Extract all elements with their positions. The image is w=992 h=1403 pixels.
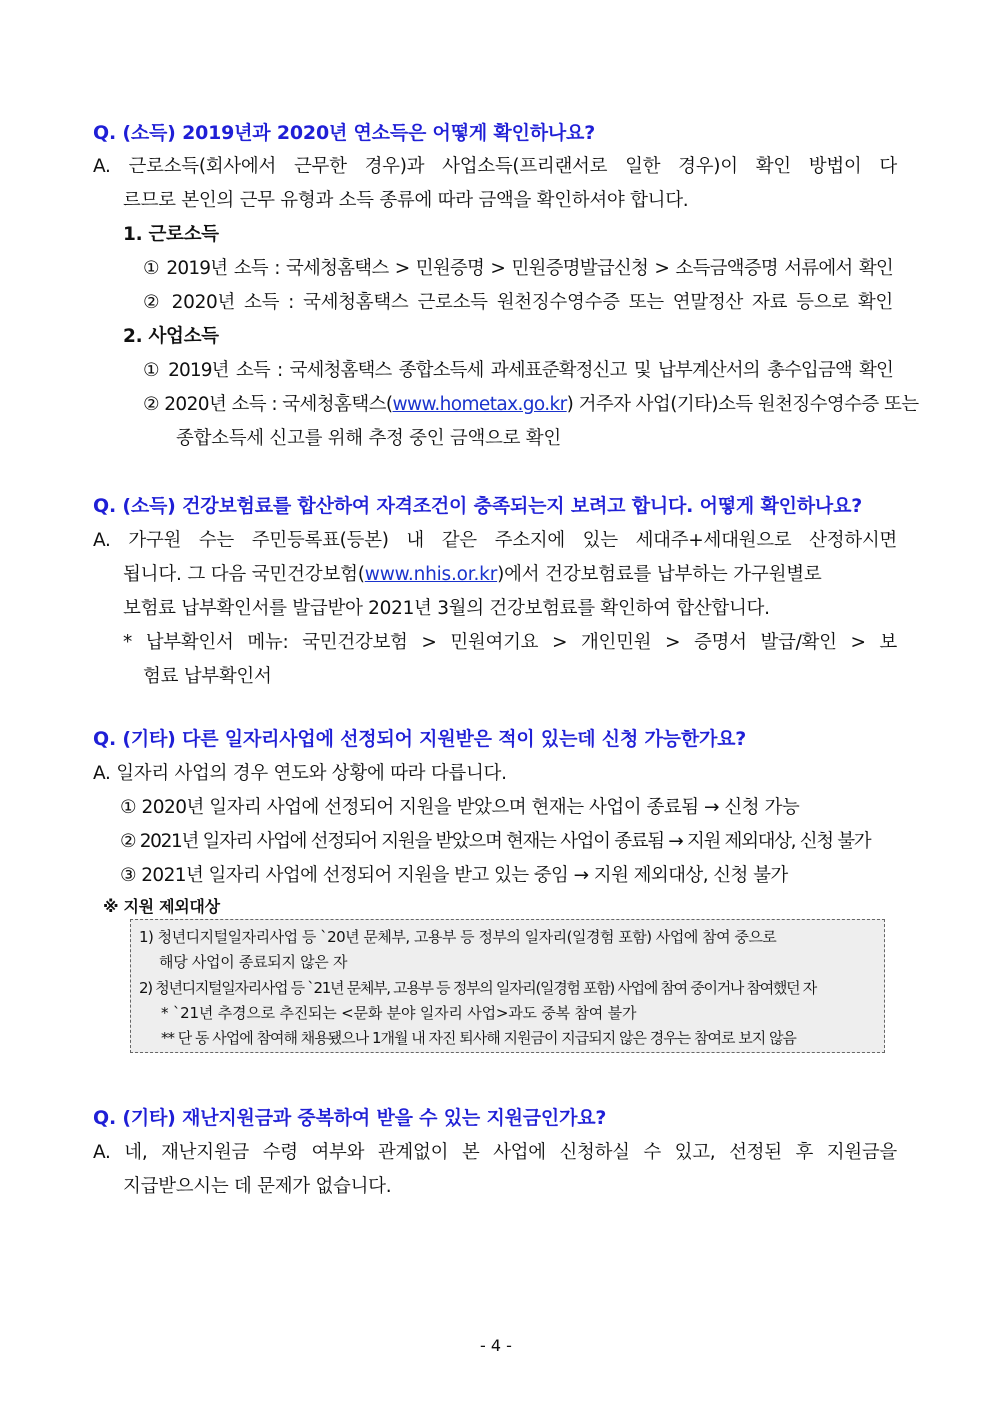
section-title: 2. 사업소득 (123, 326, 219, 347)
list-item: ② 2021년 일자리 사업에 선정되어 지원을 받았으며 현재는 사업이 종료됨 → 지원 제외대상, 신청 불가 (120, 831, 871, 852)
exclusion-title: ※ 지원 제외대상 (103, 897, 220, 916)
note-text: * 납부확인서 메뉴: 국민건강보험 > 민원여기요 > 개인민원 > 증명서 발급/확인 > 보 (123, 632, 897, 653)
list-item (143, 390, 919, 416)
note-text: 험료 납부확인서 (143, 666, 272, 687)
exclusion-note: ** 단 동 사업에 참여해 채용됐으나 1개월 내 자진 퇴사해 지원금이 지급되지 않은 경우는 참여로 보지 않음 (161, 1029, 796, 1047)
list-item: ① 2019년 소득 : 국세청홈택스 종합소득세 과세표준확정신고 및 납부계산서의 총수입금액 확인 (143, 360, 893, 381)
answer-text: 보험료 납부확인서를 발급받아 2021년 3월의 건강보험료를 확인하여 합산합니다. (123, 598, 770, 619)
answer-text: 지급받으시는 데 문제가 없습니다. (123, 1176, 392, 1197)
question-heading: Q. (소득) 건강보험료를 합산하여 자격조건이 충족되는지 보려고 합니다. 어떻게 확인하나요? (93, 495, 863, 517)
answer-text: 르므로 본인의 근무 유형과 소득 종류에 따라 금액을 확인하셔야 합니다. (123, 190, 689, 211)
page-number: - 4 - (480, 1336, 512, 1355)
question-heading: Q. (소득) 2019년과 2020년 연소득은 어떻게 확인하나요? (93, 122, 596, 144)
list-item-text: ② 2020년 소득 : 국세청홈택스( (143, 394, 393, 415)
exclusion-item: 해당 사업이 종료되지 않은 자 (159, 953, 348, 971)
exclusion-item: 1) 청년디지털일자리사업 등 `20년 문체부, 고용부 등 정부의 일자리(일경험 포함) 사업에 참여 중으로 (139, 928, 777, 946)
answer-text-part: )에서 건강보험료를 납부하는 가구원별로 (497, 564, 822, 585)
list-item: ① 2019년 소득 : 국세청홈택스 > 민원증명 > 민원증명발급신청 > 소득금액증명 서류에서 확인 (143, 258, 893, 279)
hometax-link[interactable]: www.hometax.go.kr (392, 394, 567, 415)
exclusion-box (130, 919, 885, 1053)
answer-text: A. 네, 재난지원금 수령 여부와 관계없이 본 사업에 신청하실 수 있고, 선정된 후 지원금을 (93, 1142, 897, 1163)
answer-text: A. 가구원 수는 주민등록표(등본) 내 같은 주소지에 있는 세대주+세대원으로 산정하시면 (93, 530, 897, 551)
answer-text-part: 됩니다. 그 다음 국민건강보험( (123, 564, 365, 585)
nhis-link[interactable]: www.nhis.or.kr (364, 564, 498, 585)
answer-text (123, 560, 822, 586)
exclusion-note: * `21년 추경으로 추진되는 <문화 분야 일자리 사업>과도 중복 참여 불가 (161, 1004, 637, 1022)
question-heading: Q. (기타) 재난지원금과 중복하여 받을 수 있는 지원금인가요? (93, 1107, 607, 1129)
answer-text: A. 일자리 사업의 경우 연도와 상황에 따라 다릅니다. (93, 763, 507, 784)
list-item: ① 2020년 일자리 사업에 선정되어 지원을 받았으며 현재는 사업이 종료됨 → 신청 가능 (120, 797, 800, 818)
answer-text: A. 근로소득(회사에서 근무한 경우)과 사업소득(프리랜서로 일한 경우)이 확인 방법이 다 (93, 156, 897, 177)
list-item-text: ) 거주자 사업(기타)소득 원천징수영수증 또는 (566, 394, 919, 415)
list-item: ② 2020년 소득 : 국세청홈택스 근로소득 원천징수영수증 또는 연말정산 자료 등으로 확인 (143, 292, 893, 313)
exclusion-item: 2) 청년디지털일자리사업 등 `21년 문체부, 고용부 등 정부의 일자리(일경험 포함) 사업에 참여 중이거나 참여했던 자 (139, 979, 816, 997)
section-title: 1. 근로소득 (123, 224, 219, 245)
question-heading: Q. (기타) 다른 일자리사업에 선정되어 지원받은 적이 있는데 신청 가능한가요? (93, 728, 747, 750)
list-item-continuation: 종합소득세 신고를 위해 추정 중인 금액으로 확인 (176, 428, 561, 449)
list-item: ③ 2021년 일자리 사업에 선정되어 지원을 받고 있는 중임 → 지원 제외대상, 신청 불가 (120, 865, 788, 886)
